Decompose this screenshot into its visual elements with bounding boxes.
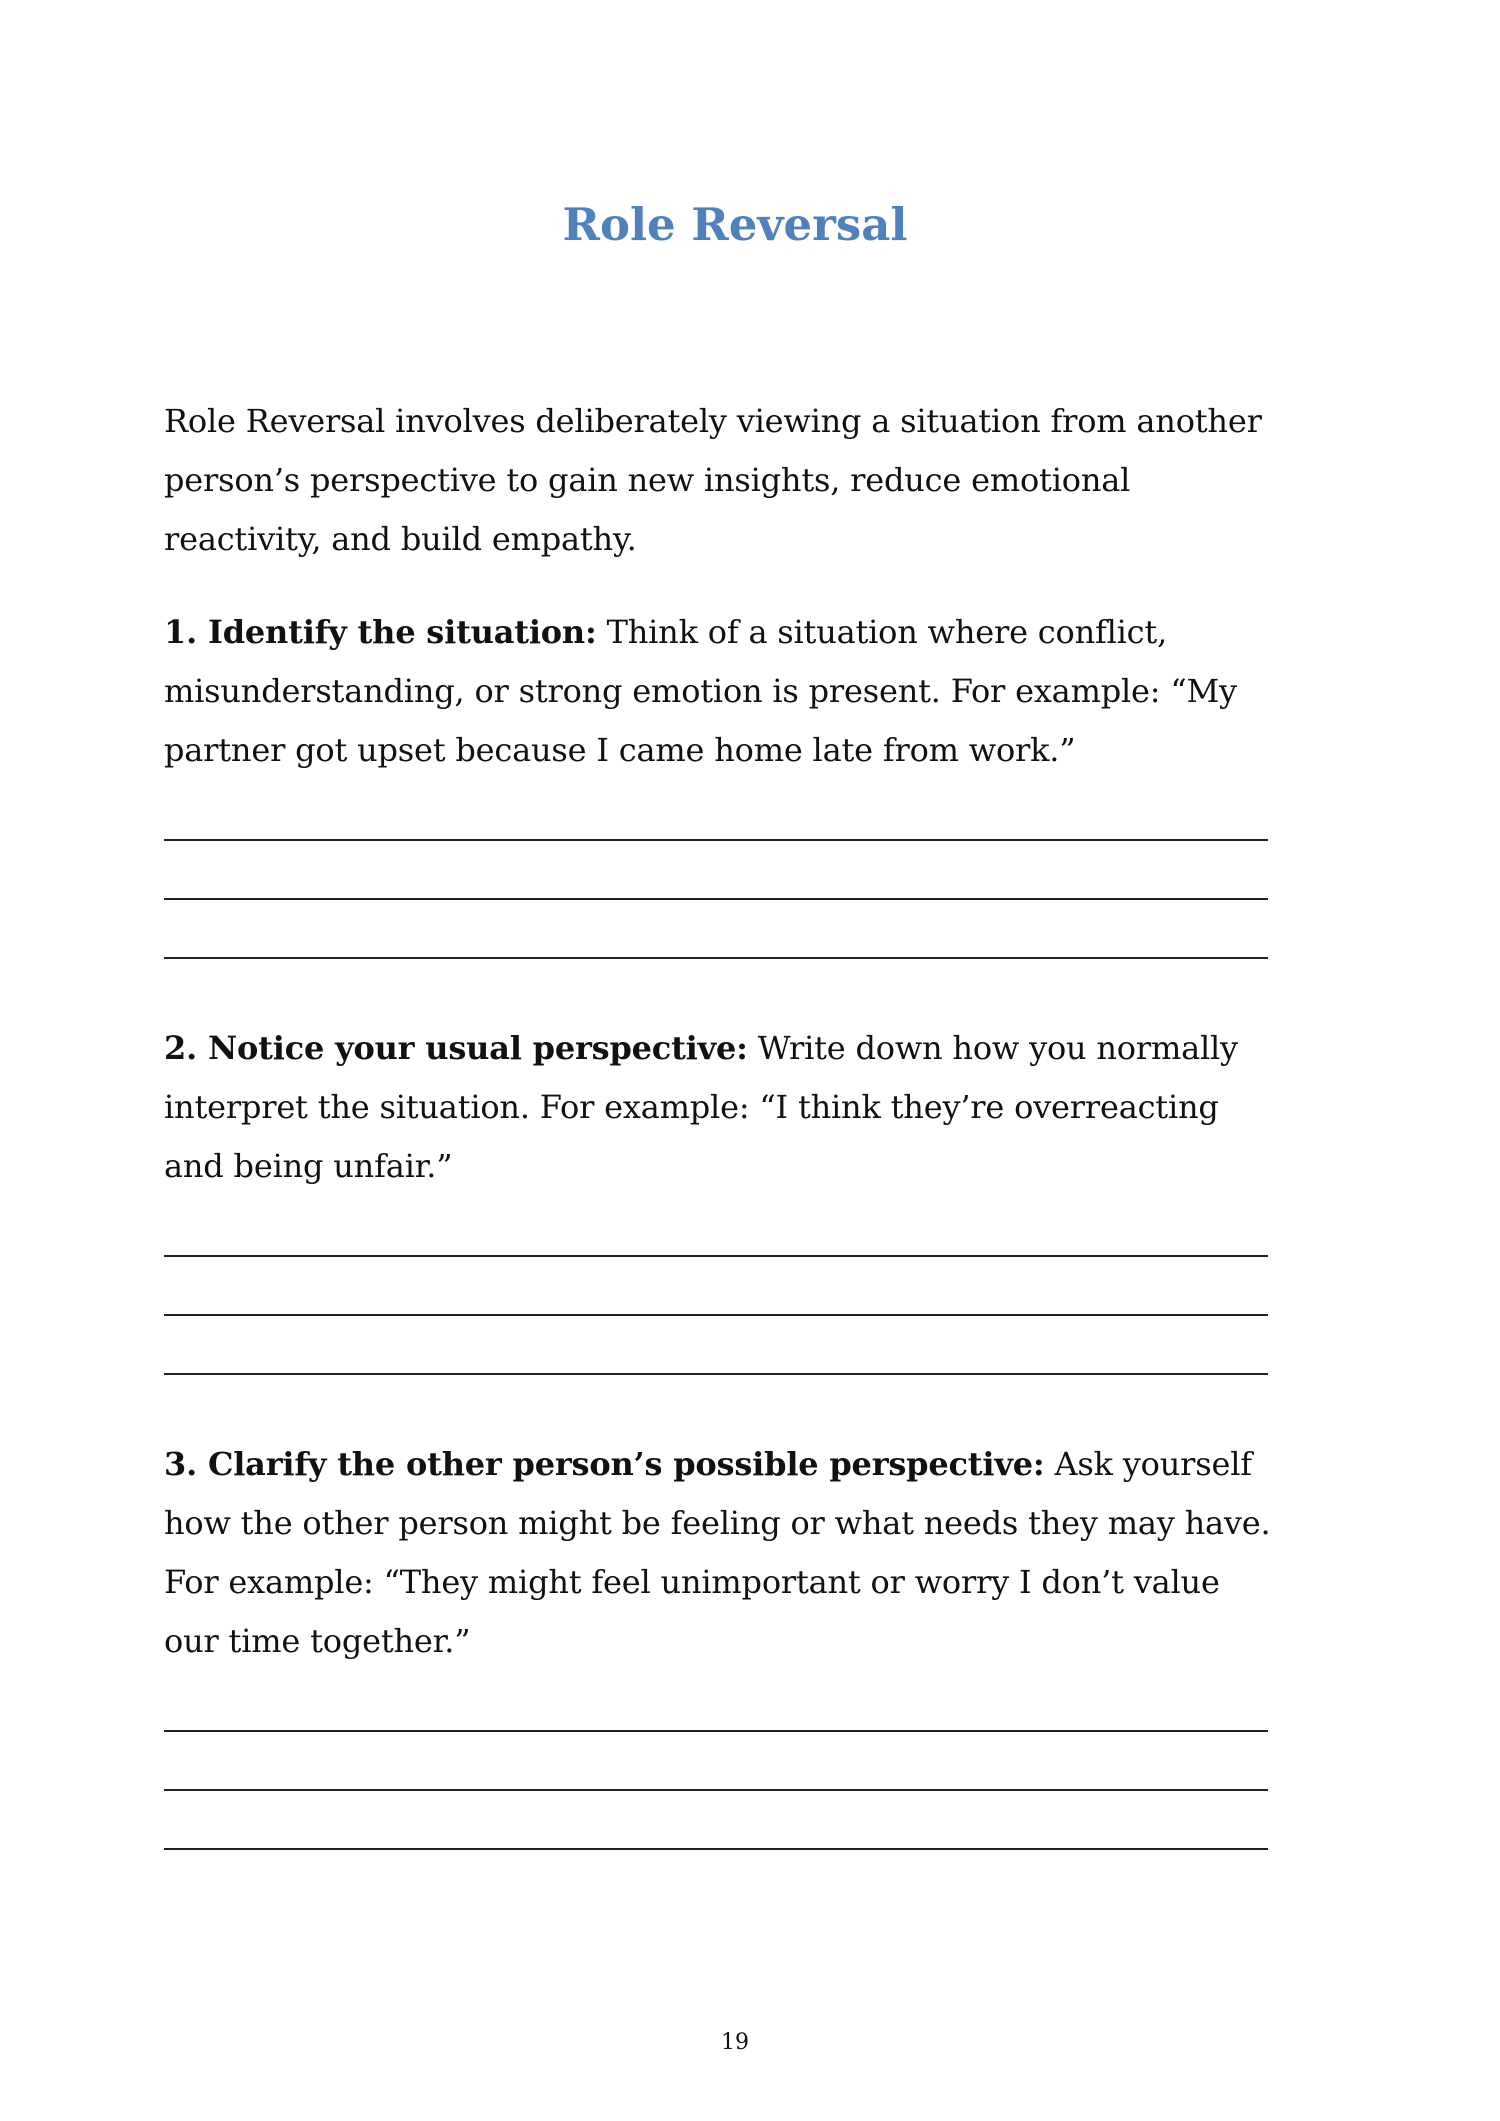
step-1-paragraph	[164, 603, 1274, 780]
page-title: Role Reversal	[562, 198, 908, 251]
step-3	[164, 1435, 1274, 1850]
step-3-text: Ask yourself how the other person might be feeling or what needs they may have. For example: “They might feel unimportant or worry I don’t value our time together.”	[164, 1445, 1271, 1660]
intro-paragraph: Role Reversal involves deliberately viewing a situation from another person’s perspective to gain new insights, reduce emotional reactivity, and build empathy.	[164, 402, 1262, 558]
answer-line[interactable]	[164, 1730, 1268, 1732]
answer-line[interactable]	[164, 1789, 1268, 1791]
step-1	[164, 603, 1274, 959]
page-number: 19	[721, 2030, 749, 2055]
step-1-heading: 1. Identify the situation:	[164, 613, 597, 651]
step-2-answer-lines[interactable]	[164, 1255, 1274, 1375]
answer-line[interactable]	[164, 898, 1268, 900]
answer-line[interactable]	[164, 839, 1268, 841]
step-3-answer-lines[interactable]	[164, 1730, 1274, 1850]
answer-line[interactable]	[164, 1848, 1268, 1850]
section-gap	[164, 1375, 1274, 1435]
section-gap	[164, 959, 1274, 1019]
step-3-paragraph	[164, 1435, 1274, 1671]
step-1-text: Think of a situation where conflict, misunderstanding, or strong emotion is present. For example: “My partner got upset because I came home late from work.”	[164, 613, 1237, 769]
step-2	[164, 1019, 1274, 1375]
step-2-paragraph	[164, 1019, 1274, 1196]
page-content	[164, 392, 1274, 1850]
step-2-text: Write down how you normally interpret the situation. For example: “I think they’re overreacting and being unfair.”	[164, 1029, 1238, 1185]
step-3-heading: 3. Clarify the other person’s possible perspective:	[164, 1445, 1045, 1483]
step-2-heading: 2. Notice your usual perspective:	[164, 1029, 748, 1067]
step-1-answer-lines[interactable]	[164, 839, 1274, 959]
answer-line[interactable]	[164, 1314, 1268, 1316]
answer-line[interactable]	[164, 1255, 1268, 1257]
